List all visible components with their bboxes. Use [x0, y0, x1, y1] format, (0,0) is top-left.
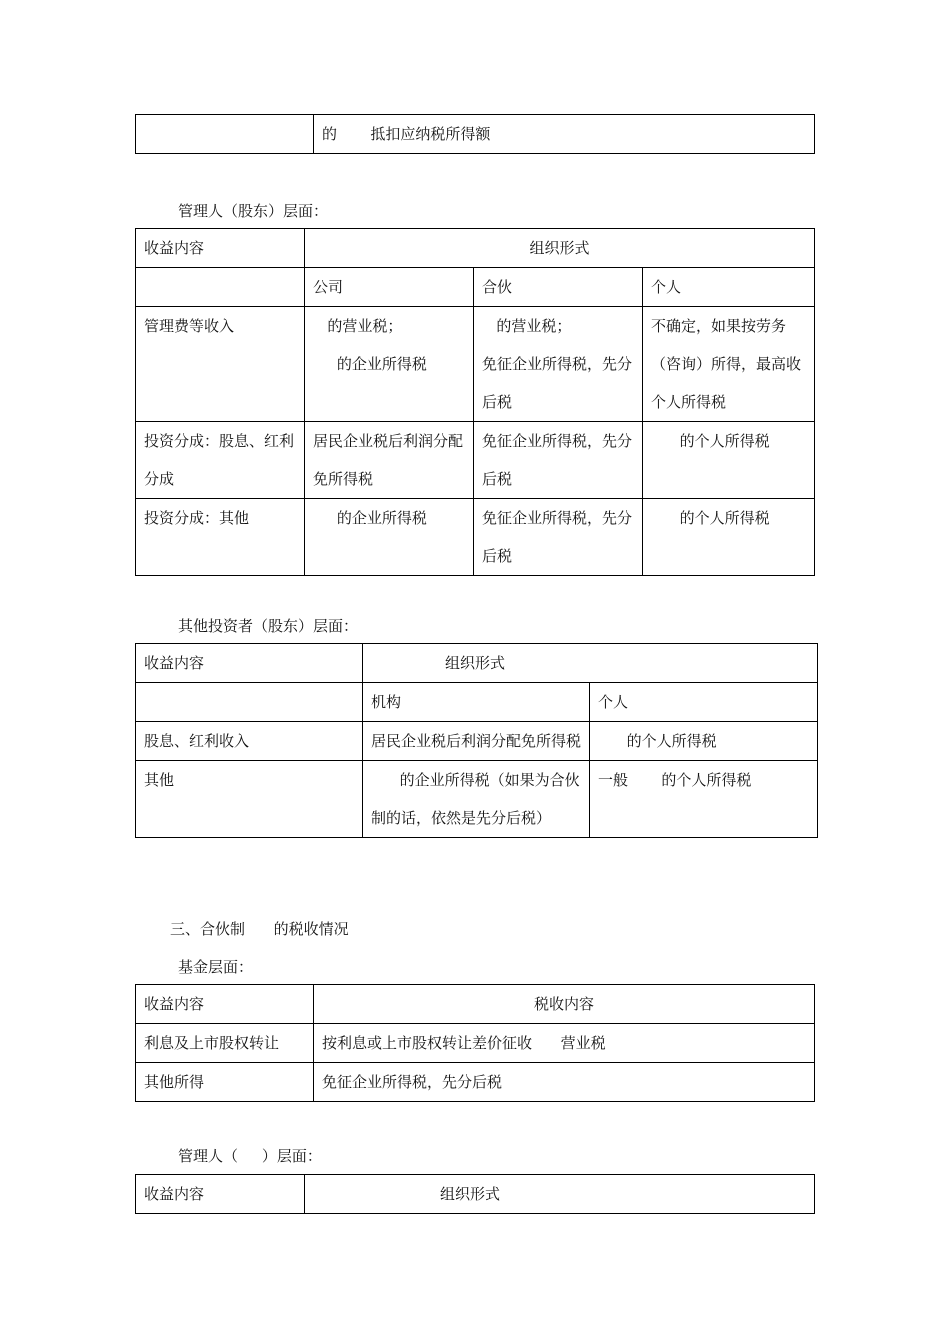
- table-row: [136, 985, 815, 1024]
- empty-cell: [136, 268, 305, 307]
- income-header: 收益内容: [136, 1175, 305, 1214]
- company-cell: 的企业所得税: [305, 499, 474, 576]
- partnership-cell: 的营业税； 免征企业所得税，先分后税: [474, 307, 643, 422]
- manager2-table: [135, 1174, 815, 1214]
- tax-cell: 按利息或上市股权转让差价征收 营业税: [314, 1024, 815, 1063]
- org-form-header: 组织形式: [305, 1175, 815, 1214]
- individual-cell: 的个人所得税: [643, 499, 815, 576]
- table-row: [136, 1024, 815, 1063]
- col-header-individual: 个人: [590, 683, 818, 722]
- table-row: [136, 644, 818, 683]
- col-header-partnership: 合伙: [474, 268, 643, 307]
- fund-caption: 基金层面：: [178, 958, 254, 976]
- empty-cell: [136, 683, 363, 722]
- institution-cell: 居民企业税后利润分配免所得税: [363, 722, 590, 761]
- investor-caption: 其他投资者（股东）层面：: [178, 617, 359, 635]
- row-label: 投资分成：其他: [136, 499, 305, 576]
- table-row: [136, 761, 818, 838]
- table-row: [136, 1175, 815, 1214]
- fund-table: [135, 984, 815, 1102]
- tax-content-header: 税收内容: [314, 985, 815, 1024]
- row-label: 投资分成：股息、红利分成: [136, 422, 305, 499]
- manager-caption: 管理人（股东）层面：: [178, 202, 329, 220]
- institution-cell: 的企业所得税（如果为合伙制的话，依然是先分后税）: [363, 761, 590, 838]
- manager-table: [135, 228, 835, 576]
- row-label: 管理费等收入: [136, 307, 305, 422]
- income-header: 收益内容: [136, 644, 363, 683]
- individual-cell: 的个人所得税: [643, 422, 815, 499]
- org-form-header: 组织形式: [305, 229, 815, 268]
- table-row: [136, 229, 815, 268]
- table-row: [136, 115, 815, 154]
- table-row: [136, 683, 818, 722]
- deduction-cell: 的 抵扣应纳税所得额: [314, 115, 815, 154]
- manager2-caption: 管理人（ ）层面：: [178, 1147, 322, 1165]
- partnership-cell: 免征企业所得税，先分后税: [474, 499, 643, 576]
- partnership-cell: 免征企业所得税，先分后税: [474, 422, 643, 499]
- individual-cell: 的个人所得税: [590, 722, 818, 761]
- row-label: 利息及上市股权转让: [136, 1024, 314, 1063]
- table-row: [136, 422, 815, 499]
- org-form-header: 组织形式: [363, 644, 818, 683]
- table-row: [136, 268, 815, 307]
- col-header-individual: 个人: [643, 268, 815, 307]
- empty-cell: [136, 115, 314, 154]
- table-row: [136, 722, 818, 761]
- row-label: 其他: [136, 761, 363, 838]
- company-cell: 的营业税； 的企业所得税: [305, 307, 474, 422]
- section-heading: 三、合伙制 的税收情况: [170, 920, 349, 938]
- income-header: 收益内容: [136, 985, 314, 1024]
- tax-cell: 免征企业所得税，先分后税: [314, 1063, 815, 1102]
- investor-table: [135, 643, 818, 838]
- table-row: [136, 499, 815, 576]
- income-header: 收益内容: [136, 229, 305, 268]
- table-row: [136, 1063, 815, 1102]
- top-partial-table: [135, 114, 815, 154]
- company-cell: 居民企业税后利润分配免所得税: [305, 422, 474, 499]
- individual-cell: 不确定，如果按劳务（咨询）所得，最高收 个人所得税: [643, 307, 815, 422]
- col-header-company: 公司: [305, 268, 474, 307]
- row-label: 其他所得: [136, 1063, 314, 1102]
- row-label: 股息、红利收入: [136, 722, 363, 761]
- individual-cell: 一般 的个人所得税: [590, 761, 818, 838]
- table-row: [136, 307, 815, 422]
- col-header-institution: 机构: [363, 683, 590, 722]
